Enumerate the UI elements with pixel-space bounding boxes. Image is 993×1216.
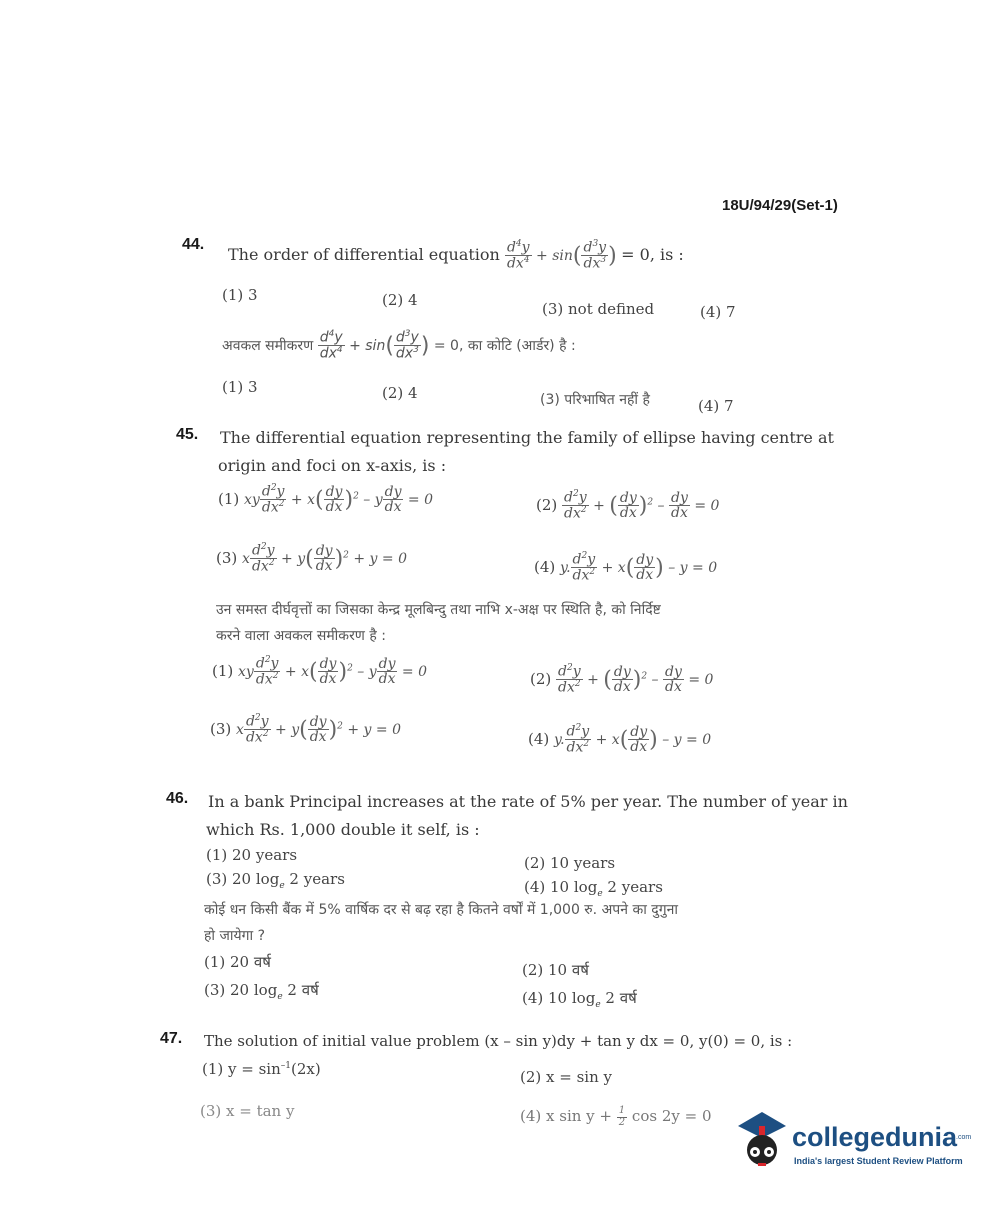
q45-option-4: (4) y. $\frac{d^2y}{dx^2}$ + x( $\frac{dy}{dx}$ ) – y = 0 (534, 551, 718, 584)
q46-option-3: (3) 20 $\log_e 2$ years (206, 870, 345, 891)
question-44-text (228, 240, 684, 272)
q45-hindi-option-1-label: (1) (212, 661, 234, 680)
question-number-45: 45. (176, 426, 199, 443)
q46-option-4: (4) 10 $\log_e 2$ years (524, 878, 663, 899)
q45-option-2: (2) $\frac{d^2y}{dx^2}$ + ( $\frac{dy}{dx}$ )$^2$ – $\frac{dy}{dx}$ = 0 (536, 489, 720, 522)
q46-hindi-option-4-text: (4) 10 log (522, 989, 596, 1007)
question-45-hindi-line-2: करने वाला अवकल समीकरण है : (216, 628, 386, 644)
q47-option-4-text: (4) x sin y + (520, 1107, 612, 1125)
q46-option-3-tail: 2 years (289, 870, 345, 888)
q44-hindi-option-4: (4) 7 (698, 397, 734, 415)
q46-option-4-text: (4) 10 log (524, 878, 598, 896)
q44-hindi-option-1: (1) 3 (222, 378, 258, 396)
question-47-text: The solution of initial value problem (x – sin y)dy + tan y dx = 0, y(0) = 0, is : (204, 1032, 793, 1050)
collegedunia-logo (732, 1108, 972, 1178)
mascot-icon (732, 1108, 790, 1174)
q45-hindi-option-3: (3) x $\frac{d^2y}{dx^2}$ + y( $\frac{dy}{dx}$ )$^2$ + y = 0 (210, 713, 401, 746)
equation-44-hi: $\frac{d^4y}{dx^4}$ + sin( $\frac{d^3y}{dx^3}$ ) (319, 329, 430, 362)
q45-hindi-option-2: (2) $\frac{d^2y}{dx^2}$ + ( $\frac{dy}{dx}$ )$^2$ – $\frac{dy}{dx}$ = 0 (530, 663, 714, 696)
paper-code: 18U/94/29(Set-1) (722, 197, 838, 214)
q47-option-1: (1) $y = \sin^{-1}(2x)$ (202, 1060, 321, 1078)
q45-option-2-label: (2) (536, 495, 558, 514)
q45-hindi-option-3-label: (3) (210, 719, 232, 738)
question-46-line-2: which Rs. 1,000 double it self, is : (206, 820, 480, 839)
q46-hindi-option-3-tail: 2 वर्ष (287, 981, 319, 999)
q47-option-1-tail: (2x) (290, 1060, 321, 1078)
q45-option-1-label: (1) (218, 489, 240, 508)
q46-option-3-text: (3) 20 log (206, 870, 280, 888)
question-45-line-1: The differential equation representing the family of ellipse having centre at (220, 428, 834, 447)
question-44-hindi (222, 330, 576, 362)
q47-option-4-tail: cos 2y = 0 (631, 1107, 712, 1125)
q46-option-4-tail: 2 years (607, 878, 663, 896)
q46-hindi-option-4: (4) 10 $\log_e 2$ वर्ष (522, 989, 637, 1010)
q46-hindi-option-3-text: (3) 20 log (204, 981, 278, 999)
question-44-prefix: The order of differential equation (228, 244, 500, 264)
q46-hindi-option-2: (2) 10 वर्ष (522, 961, 589, 979)
question-number-46: 46. (166, 790, 189, 807)
q46-hindi-option-3: (3) 20 $\log_e 2$ वर्ष (204, 981, 319, 1002)
q45-option-1: (1) xy $\frac{d^2y}{dx^2}$ + x( $\frac{dy}{dx}$ )$^2$ – y $\frac{dy}{dx}$ = 0 (218, 483, 434, 516)
question-45-hindi-line-1: उन समस्त दीर्घवृत्तों का जिसका केन्द्र मूलबिन्दु तथा नाभि x-अक्ष पर स्थिति है, को निर्दिष्ट (216, 602, 661, 618)
logo-wordmark: collegedunia (792, 1122, 958, 1152)
q45-hindi-option-1: (1) xy $\frac{d^2y}{dx^2}$ + x( $\frac{dy}{dx}$ )$^2$ – y $\frac{dy}{dx}$ = 0 (212, 655, 428, 688)
logo-com: .com (956, 1134, 972, 1141)
question-46-hindi-line-1: कोई धन किसी बैंक में 5% वार्षिक दर से बढ़ रहा है कितने वर्षों में 1,000 रु. अपने का दुगुना (204, 902, 678, 918)
question-number-47: 47. (160, 1030, 183, 1047)
q45-option-3: (3) x $\frac{d^2y}{dx^2}$ + y( $\frac{dy}{dx}$ )$^2$ + y = 0 (216, 542, 407, 575)
q46-hindi-option-4-tail: 2 वर्ष (605, 989, 637, 1007)
question-44-hindi-prefix: अवकल समीकरण (222, 337, 314, 354)
question-45-line-2: origin and foci on x-axis, is : (218, 456, 447, 475)
q47-option-2: (2) x = sin y (520, 1068, 612, 1086)
question-number-44: 44. (182, 236, 205, 253)
q44-option-3: (3) not defined (542, 300, 655, 318)
q46-option-2: (2) 10 years (524, 854, 616, 872)
q46-option-1: (1) 20 years (206, 846, 298, 864)
q47-option-3: (3) x = tan y (200, 1102, 295, 1120)
question-44-hindi-suffix: = 0, का कोटि (आर्डर) है : (433, 337, 576, 354)
question-46-hindi-line-2: हो जायेगा ? (204, 928, 266, 944)
equation-44-en: $\frac{d^4y}{dx^4}$ + sin( $\frac{d^3y}{dx^3}$ ) (506, 239, 617, 272)
logo-tagline: India's largest Student Review Platform (794, 1156, 963, 1166)
q44-hindi-option-3: (3) परिभाषित नहीं है (540, 392, 650, 408)
q47-option-1-text: (1) y = sin (202, 1060, 281, 1078)
q44-option-2: (2) 4 (382, 291, 418, 309)
q44-option-1: (1) 3 (222, 286, 258, 304)
question-44-suffix: = 0, is : (621, 244, 684, 264)
q45-option-3-label: (3) (216, 548, 238, 567)
question-46-line-1: In a bank Principal increases at the rate of 5% per year. The number of year in (208, 792, 848, 811)
q45-hindi-option-2-label: (2) (530, 669, 552, 688)
q45-hindi-option-4: (4) y. $\frac{d^2y}{dx^2}$ + x( $\frac{dy}{dx}$ ) – y = 0 (528, 723, 712, 756)
q47-option-4: (4) x sin y + $\frac{1}{2}$ cos 2y = 0 (520, 1105, 712, 1128)
q45-hindi-option-4-label: (4) (528, 729, 550, 748)
q46-hindi-option-1: (1) 20 वर्ष (204, 953, 271, 971)
q44-hindi-option-2: (2) 4 (382, 384, 418, 402)
q44-option-4: (4) 7 (700, 303, 736, 321)
q45-option-4-label: (4) (534, 557, 556, 576)
